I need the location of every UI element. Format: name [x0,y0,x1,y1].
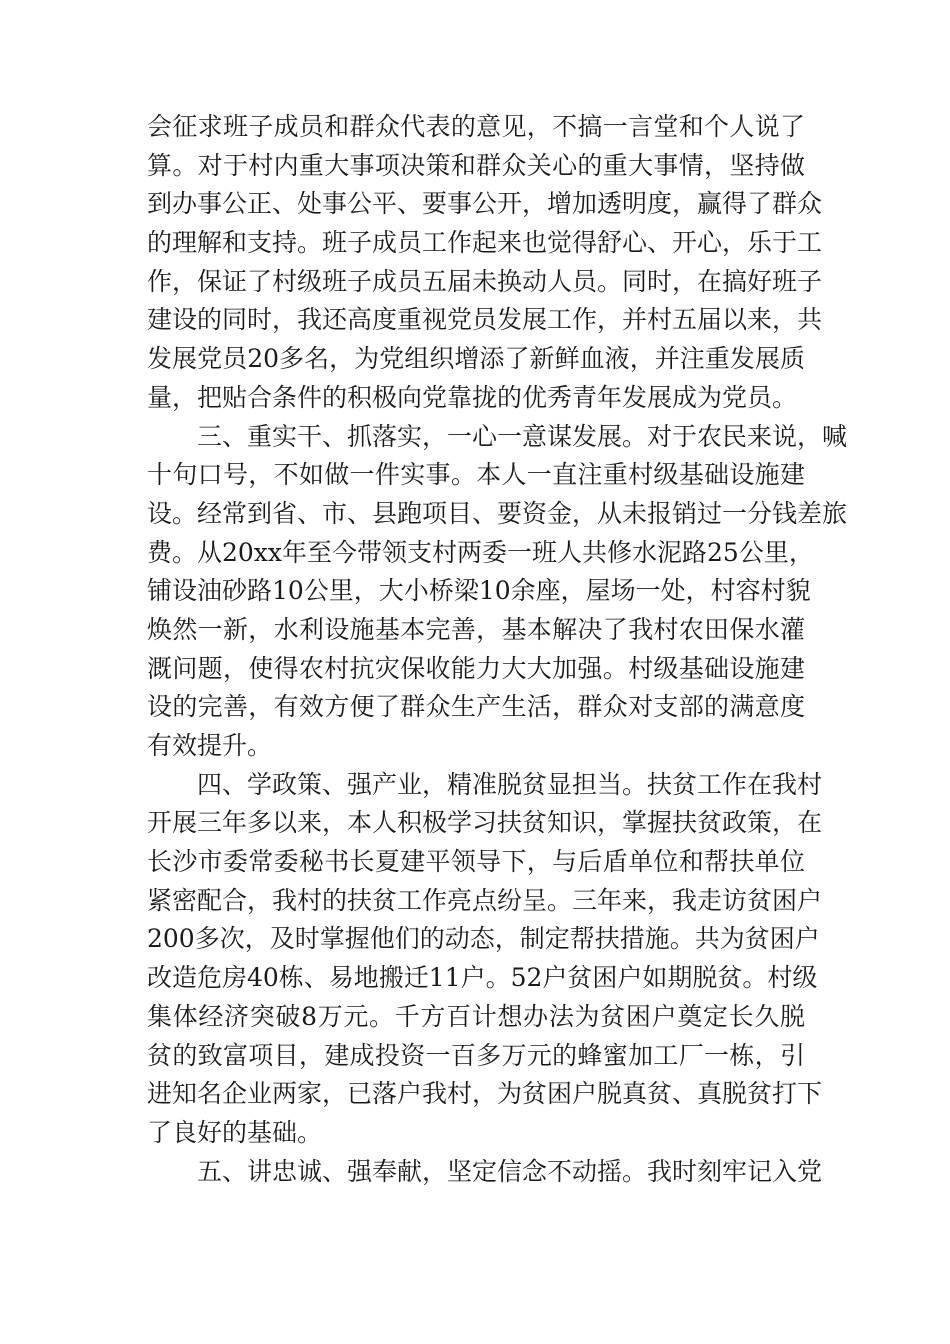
text-line: 200多次，及时掌握他们的动态，制定帮扶措施。共为贫困户 [147,924,820,954]
text-line: 量，把贴合条件的积极向党靠拢的优秀青年发展成为党员。 [147,382,798,412]
text-line: 的理解和支持。班子成员工作起来也觉得舒心、开心，乐于工 [147,228,823,258]
text-line: 紧密配合，我村的扶贫工作亮点纷呈。三年来，我走访贫困户 [147,885,823,915]
text-line: 设。经常到省、市、县跑项目、要资金，从未报销过一分钱差旅 [147,498,848,528]
text-line: 有效提升。 [147,731,273,760]
paragraph-first-line: 五、讲忠诚、强奉献，坚定信念不动摇。我时刻牢记入党 [197,1156,823,1186]
text-line: 焕然一新，水利设施基本完善，基本解决了我村农田保水灌 [147,614,805,644]
text-line: 会征求班子成员和群众代表的意见，不搞一言堂和个人说了 [147,112,805,141]
text-line: 费。从20xx年至今带领支村两委一班人共修水泥路25公里， [147,537,814,567]
text-line: 溉问题，使得农村抗灾保收能力大大加强。村级基础设施建 [147,653,805,683]
text-line: 十句口号，不如做一件实事。本人一直注重村级基础设施建 [147,460,805,490]
text-line: 贫的致富项目，建成投资一百多万元的蜂蜜加工厂一栋，引 [147,1040,805,1070]
text-line: 进知名企业两家，已落户我村，为贫困户脱真贫、真脱贫打下 [147,1079,823,1109]
text-line: 作，保证了村级班子成员五届未换动人员。同时，在搞好班子 [147,266,823,296]
text-line: 改造危房40栋、易地搬迁11户。52户贫困户如期脱贫。村级 [147,963,818,993]
text-line: 铺设油砂路10公里，大小桥梁10余座，屋场一处，村容村貌 [147,576,811,606]
text-line: 算。对于村内重大事项决策和群众关心的重大事情，坚持做 [147,150,805,180]
text-line: 到办事公正、处事公平、要事公开，增加透明度，赢得了群众 [147,189,823,219]
document-body [147,108,848,1191]
paragraph-first-line: 四、学政策、强产业，精准脱贫显担当。扶贫工作在我村 [197,769,823,799]
text-line: 开展三年多以来，本人积极学习扶贫知识，掌握扶贫政策，在 [147,808,823,838]
text-line: 发展党员20多名，为党组织增添了新鲜血液，并注重发展质 [147,344,805,374]
paragraph-first-line: 三、重实干、抓落实，一心一意谋发展。对于农民来说，喊 [197,421,848,451]
text-line: 集体经济突破8万元。千方百计想办法为贫困户奠定长久脱 [147,1001,805,1031]
text-line: 建设的同时，我还高度重视党员发展工作，并村五届以来，共 [147,305,823,335]
text-line: 长沙市委常委秘书长夏建平领导下，与后盾单位和帮扶单位 [147,847,805,877]
text-line: 设的完善，有效方便了群众生产生活，群众对支部的满意度 [147,692,805,722]
text-line: 了良好的基础。 [147,1117,323,1147]
